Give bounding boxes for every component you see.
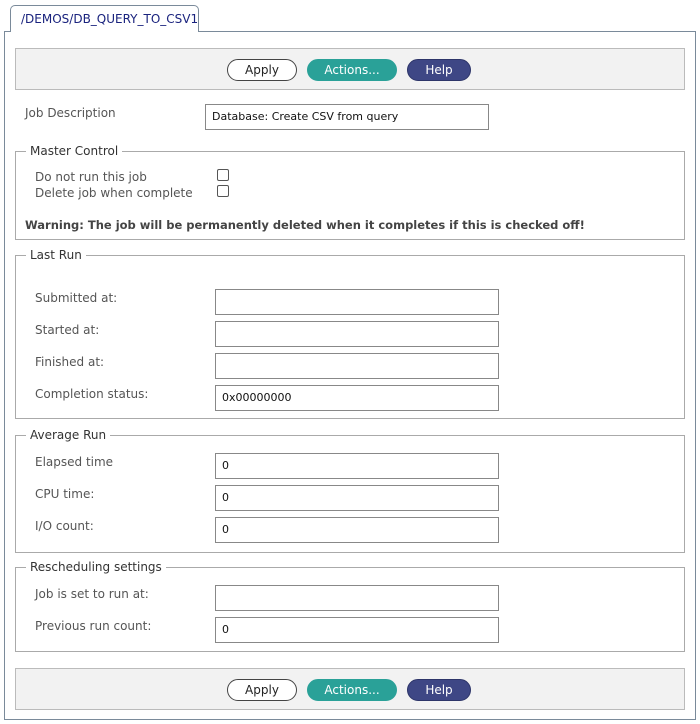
io-count-label: I/O count: [35,519,94,533]
delete-job-label: Delete job when complete [35,186,193,200]
help-button-bottom[interactable]: Help [407,679,471,701]
top-button-bar [15,48,685,90]
job-description-label: Job Description [25,106,116,120]
elapsed-time-input[interactable]: 0 [215,453,499,479]
do-not-run-checkbox[interactable] [217,169,229,181]
master-control-legend: Master Control [26,144,122,158]
bottom-button-bar [15,668,685,710]
help-button[interactable]: Help [407,59,471,81]
average-run-group [15,428,685,553]
master-control-group [15,144,685,240]
last-run-legend: Last Run [26,248,86,262]
submitted-at-label: Submitted at: [35,291,118,305]
cpu-time-input[interactable]: 0 [215,485,499,511]
finished-at-input[interactable] [215,353,499,379]
finished-at-label: Finished at: [35,355,105,369]
delete-job-checkbox[interactable] [217,185,229,197]
previous-run-count-label: Previous run count: [35,619,152,633]
run-at-label: Job is set to run at: [35,587,149,601]
apply-button[interactable]: Apply [227,59,297,81]
job-description-input[interactable]: Database: Create CSV from query [205,104,489,130]
started-at-input[interactable] [215,321,499,347]
started-at-label: Started at: [35,323,100,337]
completion-status-label: Completion status: [35,387,149,401]
io-count-input[interactable]: 0 [215,517,499,543]
rescheduling-legend: Rescheduling settings [26,560,166,574]
completion-status-input[interactable]: 0x00000000 [215,385,499,411]
actions-button[interactable]: Actions... [307,59,397,81]
run-at-input[interactable] [215,585,499,611]
tab-job[interactable] [10,5,199,32]
submitted-at-input[interactable] [215,289,499,315]
average-run-legend: Average Run [26,428,110,442]
rescheduling-group [15,560,685,652]
do-not-run-label: Do not run this job [35,170,147,184]
tab-title: /DEMOS/DB_QUERY_TO_CSV1 [21,12,199,26]
actions-button-bottom[interactable]: Actions... [307,679,397,701]
apply-button-bottom[interactable]: Apply [227,679,297,701]
cpu-time-label: CPU time: [35,487,95,501]
last-run-group [15,248,685,419]
previous-run-count-input[interactable]: 0 [215,617,499,643]
delete-warning: Warning: The job will be permanently deleted when it completes if this is checked off! [25,218,585,232]
elapsed-time-label: Elapsed time [35,455,114,469]
